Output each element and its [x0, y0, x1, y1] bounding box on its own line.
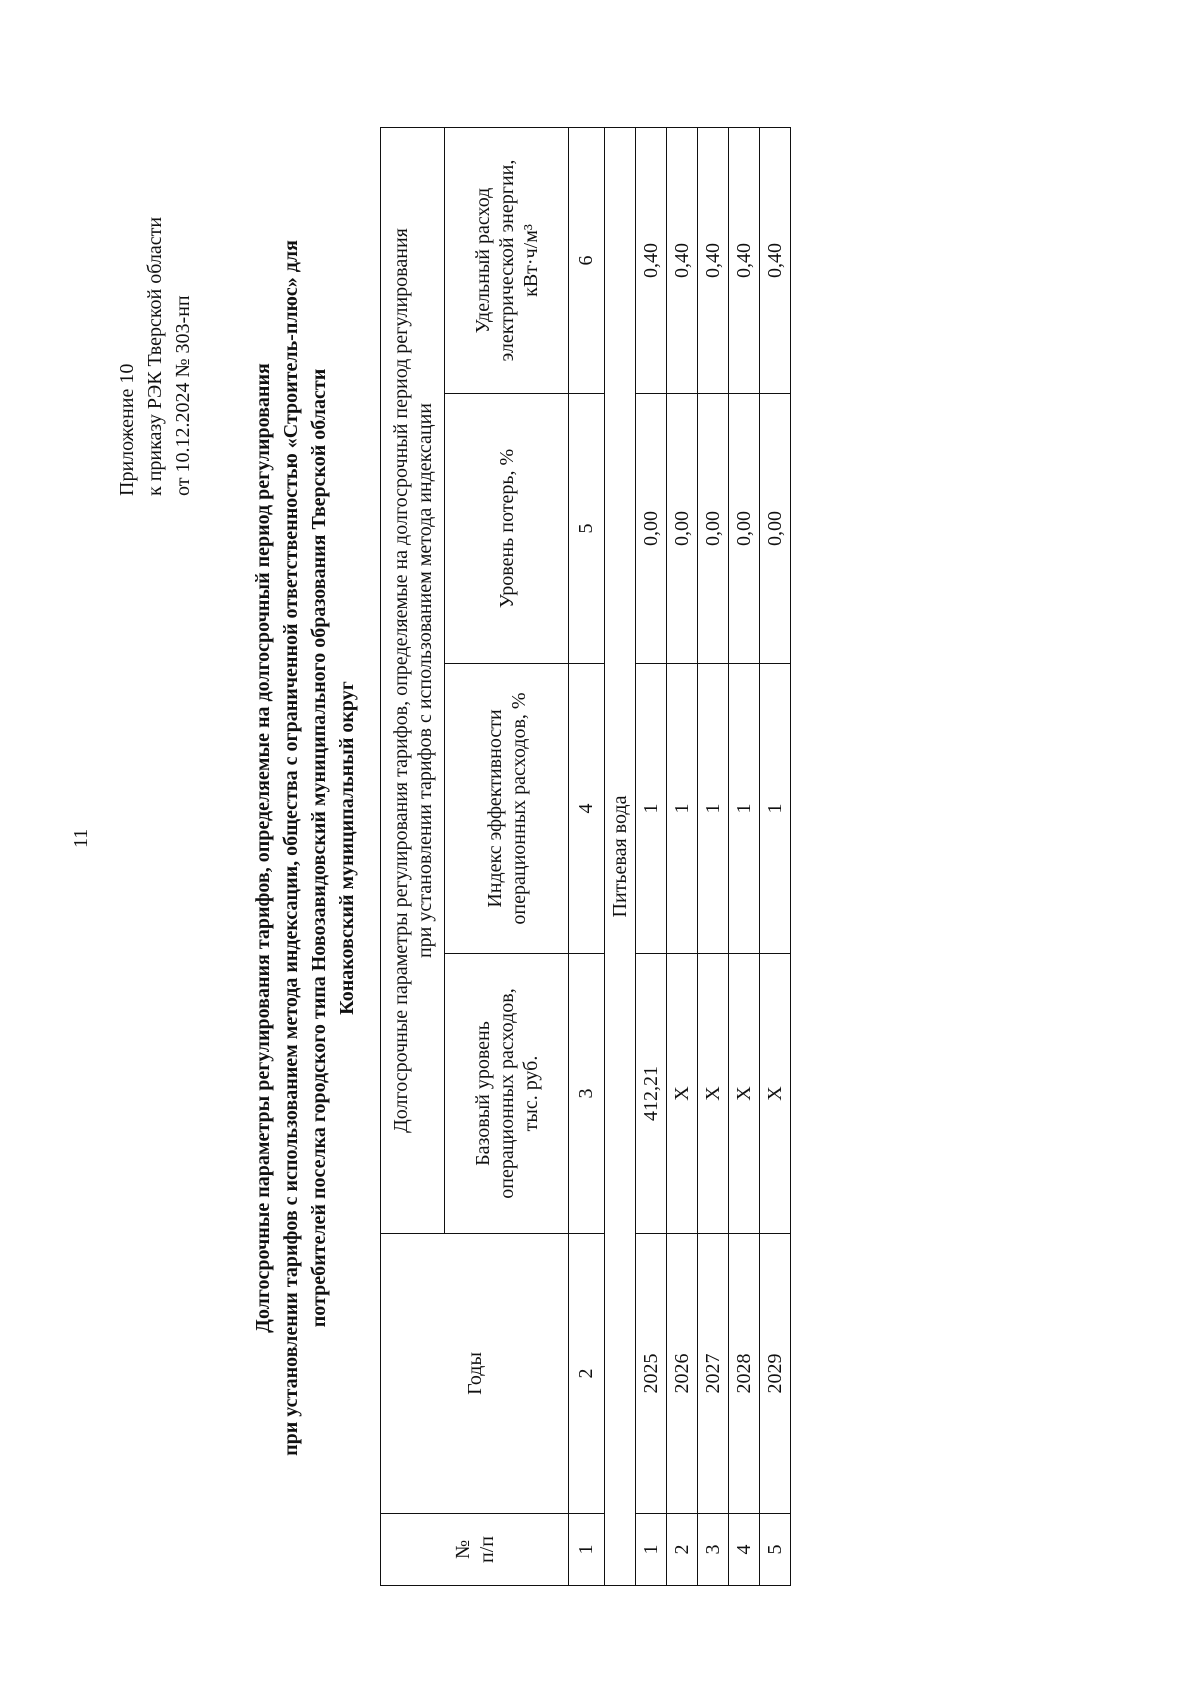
row-efficiency-index: 1	[667, 664, 698, 954]
title-line: при установлении тарифов с использованием метода индексации, общества с ограниченной ответственностью «Строитель-плюс» для	[280, 240, 302, 1456]
row-efficiency-index: 1	[698, 664, 729, 954]
row-energy-consumption: 0,40	[636, 128, 667, 394]
row-energy-consumption: 0,40	[729, 128, 760, 394]
column-number: 3	[569, 954, 605, 1234]
header-loss-level: Уровень потерь, %	[445, 394, 569, 664]
section-drinking-water: Питьевая вода	[605, 128, 636, 1586]
row-base-opex: Х	[760, 954, 791, 1234]
row-efficiency-index: 1	[729, 664, 760, 954]
column-number: 5	[569, 394, 605, 664]
row-loss-level: 0,00	[636, 394, 667, 664]
column-number: 4	[569, 664, 605, 954]
header-energy-consumption: Удельный расход электрической энергии, кВт·ч/м³	[445, 128, 569, 394]
appendix-line: Приложение 10	[116, 363, 138, 496]
row-base-opex: Х	[667, 954, 698, 1234]
header-efficiency-index: Индекс эффективности операционных расходов, %	[445, 664, 569, 954]
header-years: Годы	[381, 1234, 569, 1514]
row-year: 2029	[760, 1234, 791, 1514]
appendix-block	[113, 217, 197, 496]
row-number: 4	[729, 1514, 760, 1586]
row-year: 2025	[636, 1234, 667, 1514]
column-number: 6	[569, 128, 605, 394]
page-number: 11	[70, 828, 92, 848]
row-base-opex: Х	[698, 954, 729, 1234]
header-base-opex: Базовый уровень операционных расходов, тыс. руб.	[445, 954, 569, 1234]
section-row	[605, 128, 636, 1586]
table-row	[698, 128, 729, 1586]
table-row	[667, 128, 698, 1586]
title-line: потребителей поселка городского типа Новозавидовский муниципального образования Тверской области	[308, 368, 330, 1328]
column-number: 2	[569, 1234, 605, 1514]
column-number: 1	[569, 1514, 605, 1586]
table-row	[729, 128, 760, 1586]
row-base-opex: Х	[729, 954, 760, 1234]
table-row	[760, 128, 791, 1586]
header-group: Долгосрочные параметры регулирования тарифов, определяемые на долгосрочный период регулирования при установлении тарифов с использованием метода индексации	[381, 128, 445, 1234]
row-year: 2026	[667, 1234, 698, 1514]
row-energy-consumption: 0,40	[667, 128, 698, 394]
row-loss-level: 0,00	[760, 394, 791, 664]
title-line: Конаковский муниципальный округ	[336, 681, 358, 1015]
row-number: 2	[667, 1514, 698, 1586]
row-year: 2027	[698, 1234, 729, 1514]
document-title	[249, 0, 361, 1696]
column-numbers-row	[569, 128, 605, 1586]
appendix-line: к приказу РЭК Тверской области	[144, 216, 166, 496]
tariff-parameters-table	[380, 127, 791, 1586]
title-line: Долгосрочные параметры регулирования тарифов, определяемые на долгосрочный период регулирования	[252, 363, 274, 1333]
table-row	[636, 128, 667, 1586]
row-energy-consumption: 0,40	[760, 128, 791, 394]
row-efficiency-index: 1	[760, 664, 791, 954]
header-number: № п/п	[381, 1514, 569, 1586]
row-year: 2028	[729, 1234, 760, 1514]
row-number: 3	[698, 1514, 729, 1586]
row-base-opex: 412,21	[636, 954, 667, 1234]
row-loss-level: 0,00	[729, 394, 760, 664]
row-loss-level: 0,00	[667, 394, 698, 664]
appendix-line: от 10.12.2024 № 303-нп	[172, 295, 194, 496]
row-number: 1	[636, 1514, 667, 1586]
row-number: 5	[760, 1514, 791, 1586]
row-energy-consumption: 0,40	[698, 128, 729, 394]
row-loss-level: 0,00	[698, 394, 729, 664]
row-efficiency-index: 1	[636, 664, 667, 954]
